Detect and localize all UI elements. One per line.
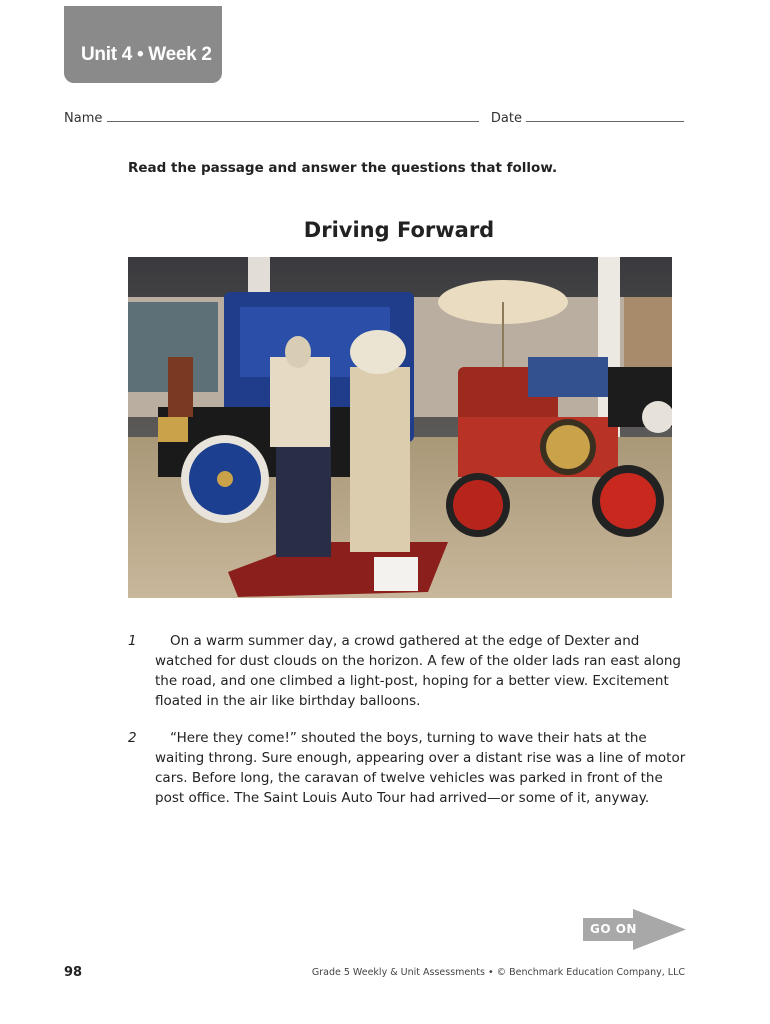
go-on-label[interactable]: GO ON xyxy=(590,922,637,936)
antique-car-museum-photo xyxy=(128,257,672,598)
paragraph-number: 1 xyxy=(128,633,137,649)
date-field[interactable] xyxy=(526,109,684,122)
passage-title: Driving Forward xyxy=(303,218,495,242)
paragraph-2 xyxy=(128,728,688,808)
page-number: 98 xyxy=(64,965,83,980)
date-label: Date xyxy=(490,111,522,126)
unit-week-tab xyxy=(64,6,222,83)
name-field[interactable] xyxy=(107,109,479,122)
paragraph-text: On a warm summer day, a crowd gathered at the edge of Dexter and watched for dust clouds on the horizon. A few of the older lads ran east along the road, and one climbed a light-post, hoping for a better view. Excitement floated in the air like birthday balloons. xyxy=(155,633,681,709)
instructions: Read the passage and answer the questions that follow. xyxy=(128,160,558,176)
name-date-line xyxy=(64,109,686,126)
paragraph-number: 2 xyxy=(128,730,137,746)
unit-week-label: Unit 4 • Week 2 xyxy=(81,44,212,65)
paragraph-1 xyxy=(128,631,688,711)
paragraph-text: “Here they come!” shouted the boys, turning to wave their hats at the waiting throng. Sure enough, appearing over a distant rise was a line of motor cars. Before long, the caravan of twelve vehicles was parked in front of the post office. The Saint Louis Auto Tour had arrived—or some of it, anyway. xyxy=(155,730,686,806)
name-label: Name xyxy=(64,111,103,126)
footer-credit: Grade 5 Weekly & Unit Assessments • © Benchmark Education Company, LLC xyxy=(311,967,685,978)
